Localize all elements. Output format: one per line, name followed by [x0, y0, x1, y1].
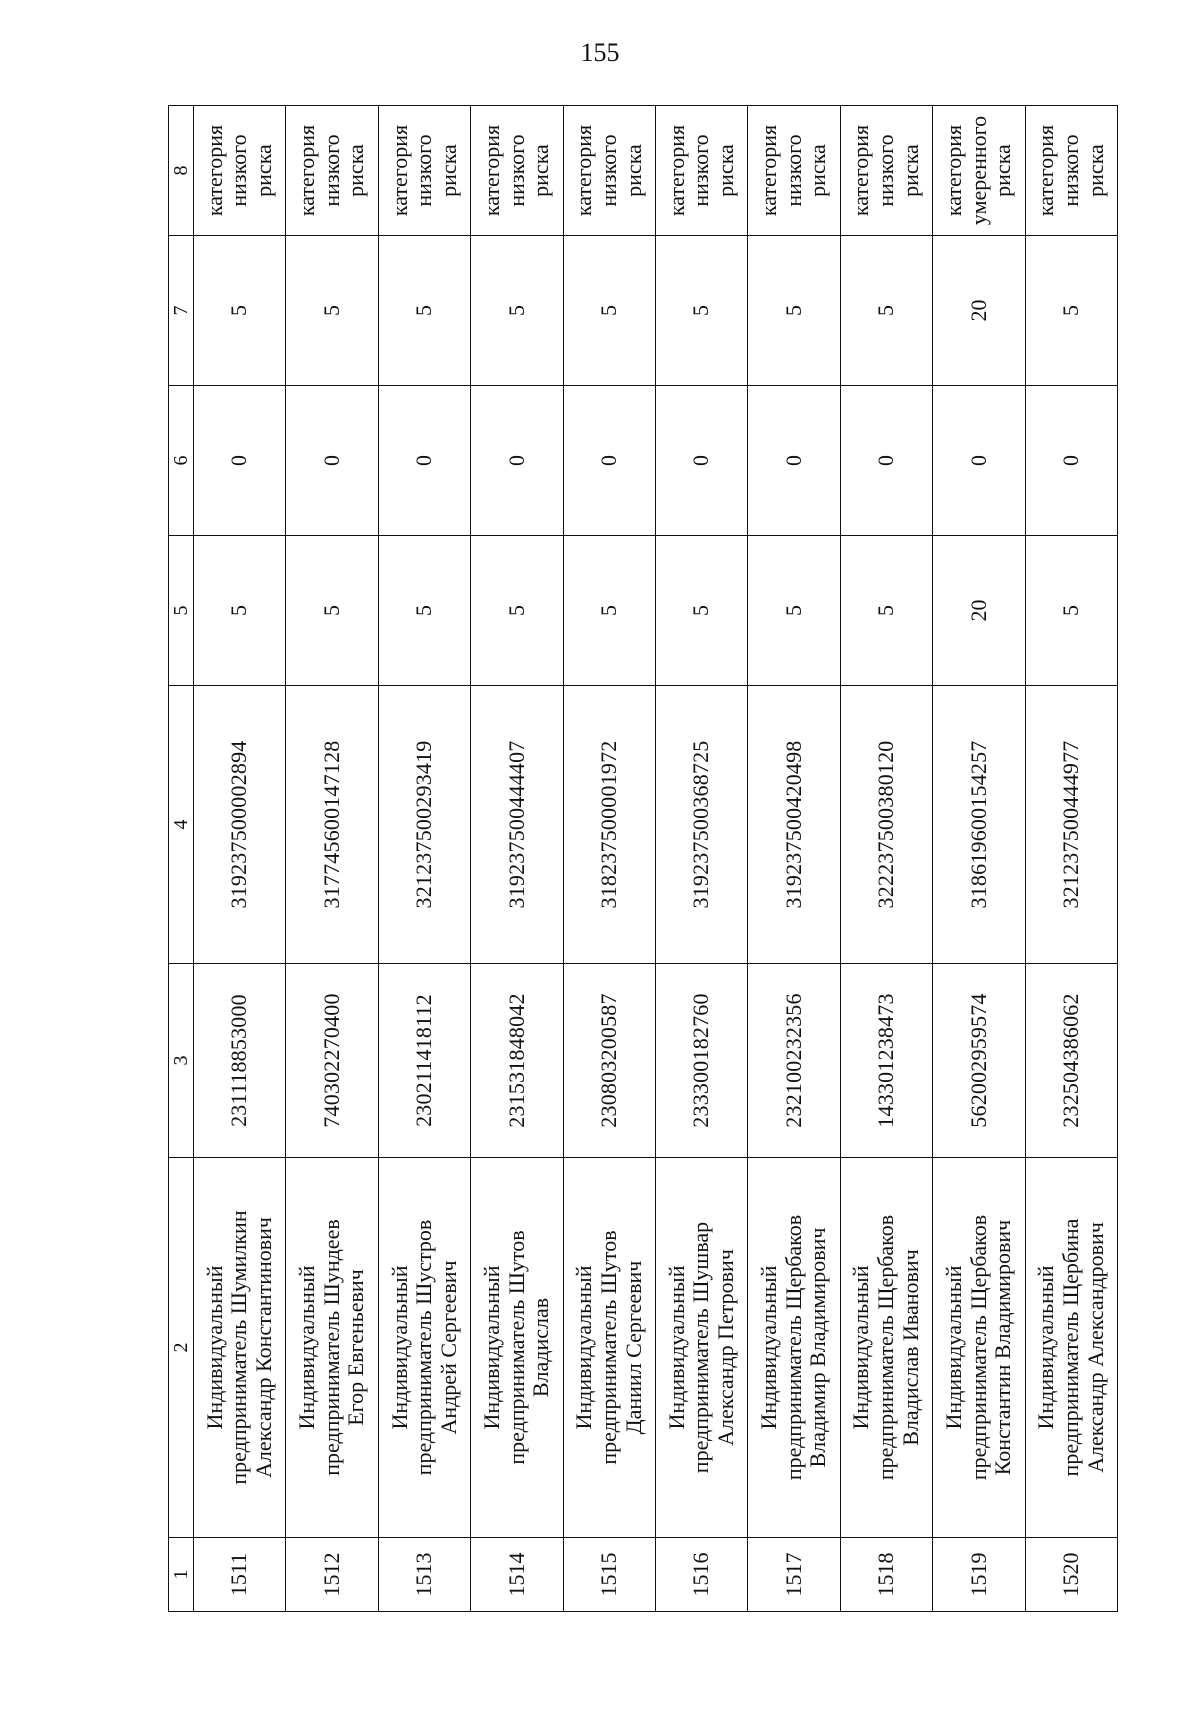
- table-row: [563, 106, 655, 1612]
- entity-name-line: Индивидуальный: [201, 1265, 227, 1430]
- risk-category-line: категория: [940, 124, 966, 217]
- col5-value: 5: [563, 536, 655, 686]
- ogrnip-value: 319237500420498: [748, 686, 840, 964]
- entity-name: [933, 1158, 1025, 1538]
- inn-value: 230803200587: [563, 964, 655, 1158]
- inn-value: 232504386062: [1025, 964, 1117, 1158]
- entity-name-line: Андрей Сергеевич: [435, 1260, 461, 1435]
- entity-name-line: Владислав Иванович: [897, 1249, 923, 1446]
- inn-value: 231118853000: [194, 964, 286, 1158]
- col6-value: 0: [933, 386, 1025, 536]
- entity-name-line: предприниматель Шустров: [411, 1219, 437, 1476]
- entity-name-line: Даниил Сергеевич: [620, 1260, 646, 1435]
- ogrnip-value: 319237500368725: [655, 686, 747, 964]
- row-number: 1519: [933, 1538, 1025, 1612]
- risk-category-line: категория: [201, 124, 227, 217]
- col7-value: 5: [286, 236, 378, 386]
- col5-value: 5: [286, 536, 378, 686]
- entity-name-line: Александр Александрович: [1082, 1222, 1108, 1473]
- entity-name: [563, 1158, 655, 1538]
- entity-name-line: предприниматель Шумилкин: [226, 1210, 252, 1485]
- entity-name-line: Индивидуальный: [478, 1265, 504, 1430]
- ogrnip-value: 322237500380120: [840, 686, 932, 964]
- col6-value: 0: [286, 386, 378, 536]
- col5-value: 5: [655, 536, 747, 686]
- entity-name-line: Индивидуальный: [1033, 1265, 1059, 1430]
- risk-category: [563, 106, 655, 236]
- risk-category: [194, 106, 286, 236]
- col6-value: 0: [563, 386, 655, 536]
- risk-category-line: низкого риска: [1057, 134, 1108, 207]
- col7-value: 20: [933, 236, 1025, 386]
- col6-value: 0: [840, 386, 932, 536]
- entity-name-line: Александр Константинович: [251, 1217, 276, 1478]
- entity-name-line: предприниматель Шутов: [595, 1230, 621, 1465]
- column-header-1: 1: [169, 1538, 194, 1612]
- col5-value: 5: [748, 536, 840, 686]
- entity-name-line: предприниматель Щербаков: [965, 1214, 991, 1481]
- risk-category: [840, 106, 932, 236]
- col7-value: 5: [471, 236, 563, 386]
- col6-value: 0: [748, 386, 840, 536]
- table-row: [378, 106, 470, 1612]
- risk-category-line: категория: [571, 124, 597, 217]
- column-header-7: 7: [169, 236, 194, 386]
- risk-category: [1025, 106, 1117, 236]
- col7-value: 5: [1025, 236, 1117, 386]
- table-row: [748, 106, 840, 1612]
- column-header-2: 2: [169, 1158, 194, 1538]
- col6-value: 0: [1025, 386, 1117, 536]
- entity-name: [378, 1158, 470, 1538]
- row-number: 1514: [471, 1538, 563, 1612]
- table-row: [471, 106, 563, 1612]
- col5-value: 5: [1025, 536, 1117, 686]
- risk-category-line: категория: [756, 124, 782, 217]
- row-number: 1518: [840, 1538, 932, 1612]
- table-rotated-container: [168, 106, 1118, 1612]
- entity-name: [748, 1158, 840, 1538]
- inn-value: 562002959574: [933, 964, 1025, 1158]
- entity-name-line: Индивидуальный: [940, 1265, 966, 1430]
- col6-value: 0: [655, 386, 747, 536]
- inn-value: 740302270400: [286, 964, 378, 1158]
- row-number: 1511: [194, 1538, 286, 1612]
- ogrnip-value: 321237500444977: [1025, 686, 1117, 964]
- entity-name: [1025, 1158, 1117, 1538]
- risk-category-line: категория: [1033, 124, 1059, 217]
- page-number: 155: [580, 38, 620, 67]
- risk-category: [471, 106, 563, 236]
- row-number: 1517: [748, 1538, 840, 1612]
- registry-table: [168, 105, 1118, 1612]
- risk-category-line: риска: [990, 144, 1016, 197]
- entity-name-line: предприниматель Щербина: [1057, 1218, 1083, 1477]
- entity-name-line: Индивидуальный: [756, 1265, 782, 1430]
- entity-name-line: предприниматель Шушвар: [688, 1221, 714, 1474]
- table-row: [286, 106, 378, 1612]
- ogrnip-value: 319237500444407: [471, 686, 563, 964]
- entity-name-line: Владислав: [528, 1297, 554, 1398]
- risk-category-line: низкого риска: [688, 134, 738, 207]
- table-row: [194, 106, 286, 1612]
- table-row: [933, 106, 1025, 1612]
- risk-category-line: категория: [848, 124, 874, 217]
- entity-name-line: Константин Владимирович: [990, 1219, 1016, 1476]
- risk-category-line: категория: [294, 124, 320, 217]
- risk-category-line: категория: [386, 124, 412, 217]
- entity-name-line: Индивидуальный: [294, 1265, 320, 1430]
- row-number: 1516: [655, 1538, 747, 1612]
- row-number: 1512: [286, 1538, 378, 1612]
- risk-category: [286, 106, 378, 236]
- entity-name-line: предприниматель Шундеев: [318, 1219, 344, 1476]
- risk-category: [748, 106, 840, 236]
- inn-value: 143301238473: [840, 964, 932, 1158]
- inn-value: 230211418112: [378, 964, 470, 1158]
- risk-category-line: низкого риска: [318, 134, 369, 207]
- row-number: 1520: [1025, 1538, 1117, 1612]
- col5-value: 5: [840, 536, 932, 686]
- entity-name: [655, 1158, 747, 1538]
- row-number: 1515: [563, 1538, 655, 1612]
- table-row: [1025, 106, 1117, 1612]
- col5-value: 5: [194, 536, 286, 686]
- col7-value: 5: [563, 236, 655, 386]
- header-row: [169, 106, 194, 1612]
- entity-name-line: Владимир Владимирович: [805, 1227, 831, 1468]
- entity-name: [286, 1158, 378, 1538]
- entity-name-line: предприниматель Щербаков: [780, 1214, 806, 1481]
- column-header-8: 8: [169, 106, 194, 236]
- risk-category-line: умеренного: [965, 115, 991, 226]
- risk-category-line: низкого риска: [411, 134, 461, 207]
- row-number: 1513: [378, 1538, 470, 1612]
- col7-value: 5: [378, 236, 470, 386]
- entity-name-line: Индивидуальный: [663, 1265, 689, 1430]
- col7-value: 5: [840, 236, 932, 386]
- col7-value: 5: [194, 236, 286, 386]
- inn-value: 233300182760: [655, 964, 747, 1158]
- risk-category-line: низкого риска: [226, 134, 276, 207]
- ogrnip-value: 318237500001972: [563, 686, 655, 964]
- col6-value: 0: [378, 386, 470, 536]
- risk-category-line: низкого риска: [873, 134, 923, 207]
- risk-category: [655, 106, 747, 236]
- entity-name-line: предприниматель Шутов: [503, 1230, 529, 1465]
- inn-value: 232100232356: [748, 964, 840, 1158]
- risk-category-line: категория: [478, 124, 504, 217]
- col6-value: 0: [194, 386, 286, 536]
- risk-category: [378, 106, 470, 236]
- column-header-4: 4: [169, 686, 194, 964]
- risk-category-line: низкого риска: [595, 134, 646, 207]
- ogrnip-value: 319237500002894: [194, 686, 286, 964]
- entity-name-line: предприниматель Щербаков: [873, 1214, 899, 1481]
- entity-name-line: Индивидуальный: [386, 1265, 412, 1430]
- col5-value: 20: [933, 536, 1025, 686]
- column-header-3: 3: [169, 964, 194, 1158]
- col7-value: 5: [655, 236, 747, 386]
- entity-name: [840, 1158, 932, 1538]
- col5-value: 5: [378, 536, 470, 686]
- ogrnip-value: 321237500293419: [378, 686, 470, 964]
- entity-name: [471, 1158, 563, 1538]
- risk-category-line: категория: [663, 124, 689, 217]
- column-header-5: 5: [169, 536, 194, 686]
- table-row: [840, 106, 932, 1612]
- entity-name-line: Индивидуальный: [571, 1265, 597, 1430]
- entity-name-line: Индивидуальный: [848, 1265, 874, 1430]
- entity-name: [194, 1158, 286, 1538]
- col7-value: 5: [748, 236, 840, 386]
- col5-value: 5: [471, 536, 563, 686]
- entity-name-line: Егор Евгеньевич: [343, 1269, 369, 1426]
- entity-name-line: Александр Петрович: [712, 1249, 738, 1446]
- ogrnip-value: 317745600147128: [286, 686, 378, 964]
- risk-category: [933, 106, 1025, 236]
- table-row: [655, 106, 747, 1612]
- col6-value: 0: [471, 386, 563, 536]
- risk-category-line: низкого риска: [780, 134, 831, 207]
- column-header-6: 6: [169, 386, 194, 536]
- risk-category-line: низкого риска: [503, 134, 554, 207]
- ogrnip-value: 318619600154257: [933, 686, 1025, 964]
- inn-value: 231531848042: [471, 964, 563, 1158]
